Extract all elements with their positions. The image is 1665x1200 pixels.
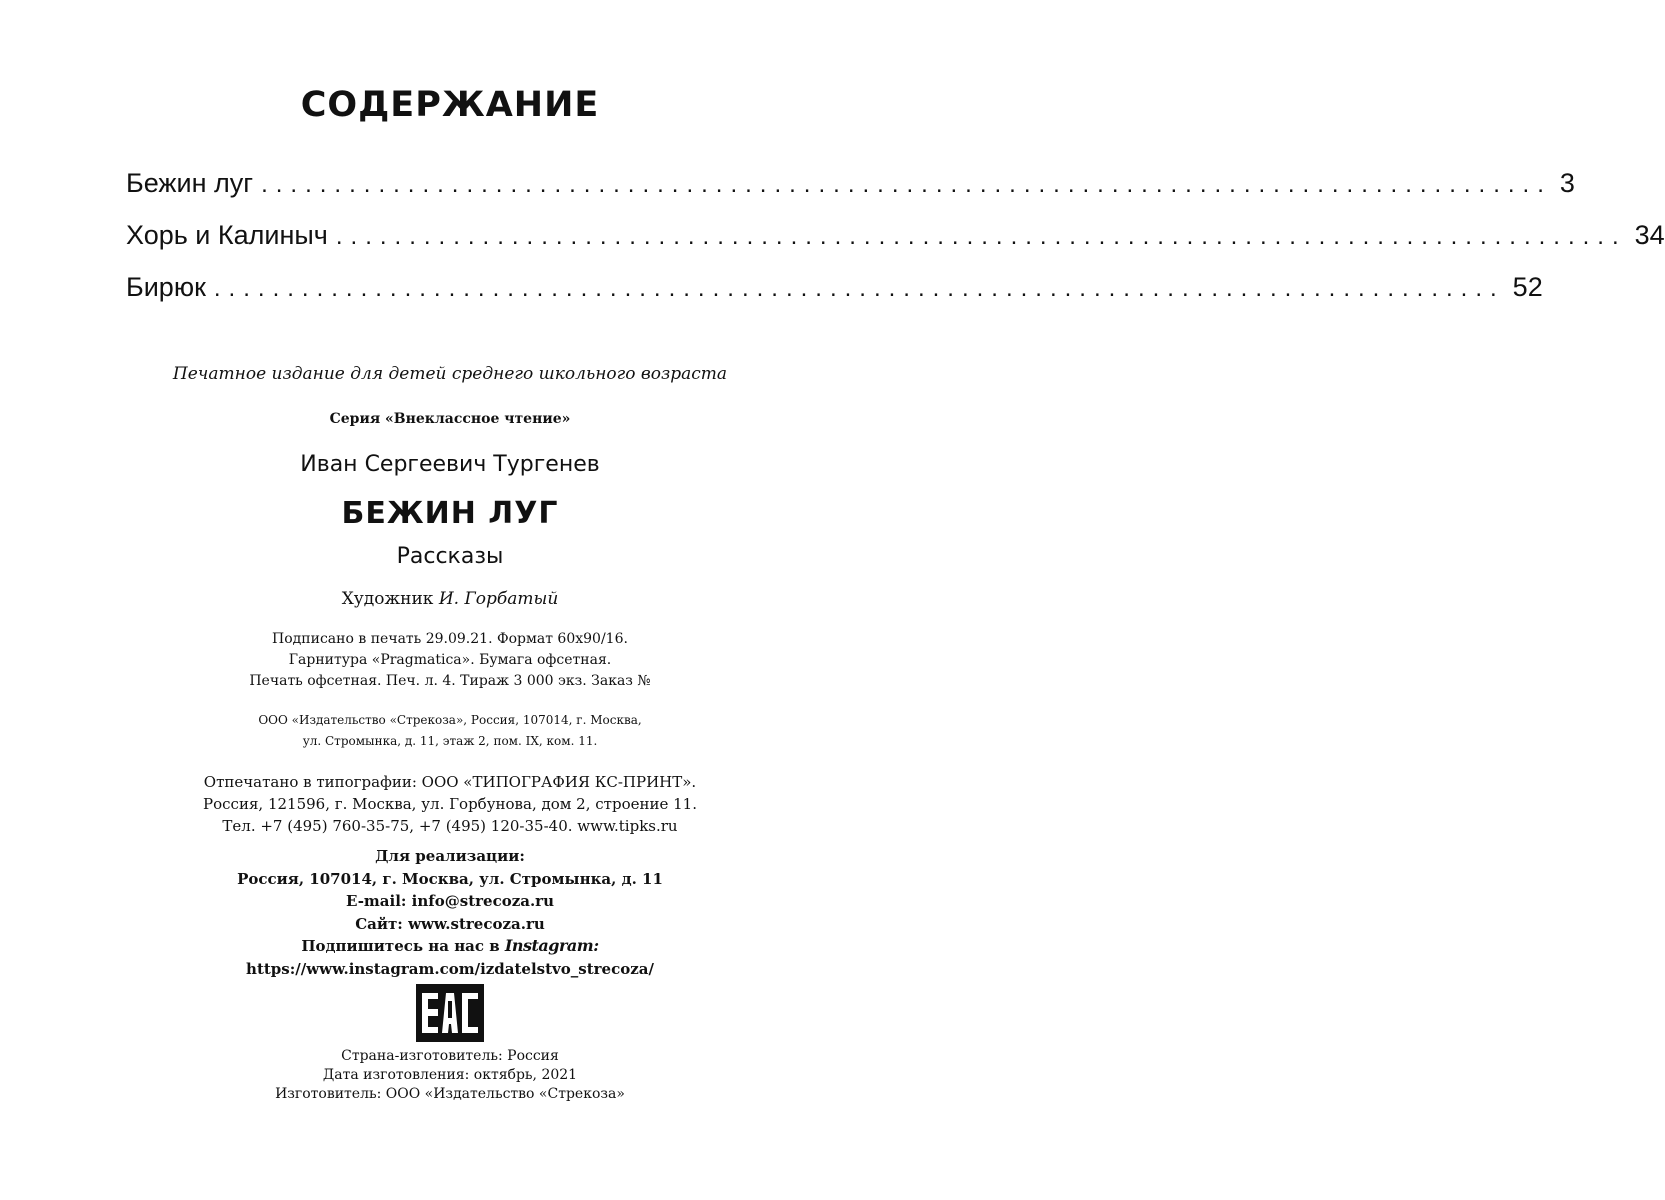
print-info-line: Гарнитура «Pragmatica». Бумага офсетная. (288, 652, 612, 668)
toc-entry (126, 272, 1543, 324)
sales-info (0, 845, 900, 980)
sales-site: Сайт: www.strecoza.ru (355, 914, 545, 933)
toc-leader-dots: ........................................................................................ (213, 275, 1505, 302)
toc-entry (126, 220, 1665, 272)
book-title: БЕЖИН ЛУГ (341, 496, 559, 531)
subscribe-text: Подпишитесь на нас в (301, 937, 500, 955)
toc-entry-title: Бежин луг (126, 168, 254, 198)
publisher-line: ООО «Издательство «Стрекоза», Россия, 107014, г. Москва, (258, 713, 642, 727)
manufacturing-line: Дата изготовления: октябрь, 2021 (322, 1067, 578, 1083)
toc-entry-page: 34 (1634, 220, 1665, 250)
printer-line: Россия, 121596, г. Москва, ул. Горбунова, дом 2, строение 11. (203, 795, 697, 813)
artist-label: Художник (341, 589, 434, 609)
author-name: Иван Сергеевич Тургенев (300, 452, 600, 477)
publisher-line: ул. Стромынка, д. 11, этаж 2, пом. IX, ком. 11. (302, 734, 598, 748)
series-name: Серия «Внеклассное чтение» (329, 411, 571, 427)
toc-entry-page: 3 (1559, 168, 1575, 198)
toc-entry-page: 52 (1512, 272, 1543, 302)
printer-line: Отпечатано в типографии: ООО «ТИПОГРАФИЯ КС-ПРИНТ». (203, 773, 697, 791)
eac-certification-icon (416, 984, 484, 1042)
sales-heading: Для реализации: (375, 847, 525, 865)
table-of-contents (126, 168, 1665, 324)
toc-leader-dots: ........................................................................................ (335, 223, 1627, 250)
sales-email: E-mail: info@strecoza.ru (346, 892, 554, 910)
contents-heading: СОДЕРЖАНИЕ (300, 85, 600, 125)
printer-info (0, 771, 900, 837)
print-info-line: Печать офсетная. Печ. л. 4. Тираж 3 000 экз. Заказ № (249, 673, 651, 689)
artist-name: И. Горбатый (438, 589, 559, 609)
print-info-line: Подписано в печать 29.09.21. Формат 60х90/16. (272, 631, 628, 647)
publisher-info (0, 710, 900, 752)
toc-leader-dots: ........................................................................................ (261, 171, 1552, 198)
manufacturing-line: Изготовитель: ООО «Издательство «Стрекоза» (275, 1086, 625, 1102)
printer-line: Тел. +7 (495) 760-35-75, +7 (495) 120-35-40. www.tipks.ru (222, 817, 678, 835)
book-subtitle: Рассказы (396, 544, 504, 569)
artist-credit (0, 589, 900, 609)
instagram-line (0, 935, 900, 958)
instagram-logo: Instagram: (504, 936, 599, 955)
manufacturing-line: Страна-изготовитель: Россия (341, 1048, 559, 1064)
sales-address: Россия, 107014, г. Москва, ул. Стромынка, д. 11 (237, 869, 663, 888)
toc-entry (126, 168, 1575, 220)
toc-entry-title: Бирюк (126, 272, 206, 302)
instagram-url: https://www.instagram.com/izdatelstvo_strecoza/ (246, 959, 654, 978)
manufacturing-info (0, 1047, 900, 1104)
audience-note: Печатное издание для детей среднего школьного возраста (172, 364, 728, 384)
toc-entry-title: Хорь и Калиныч (126, 220, 328, 250)
print-info (0, 629, 900, 692)
